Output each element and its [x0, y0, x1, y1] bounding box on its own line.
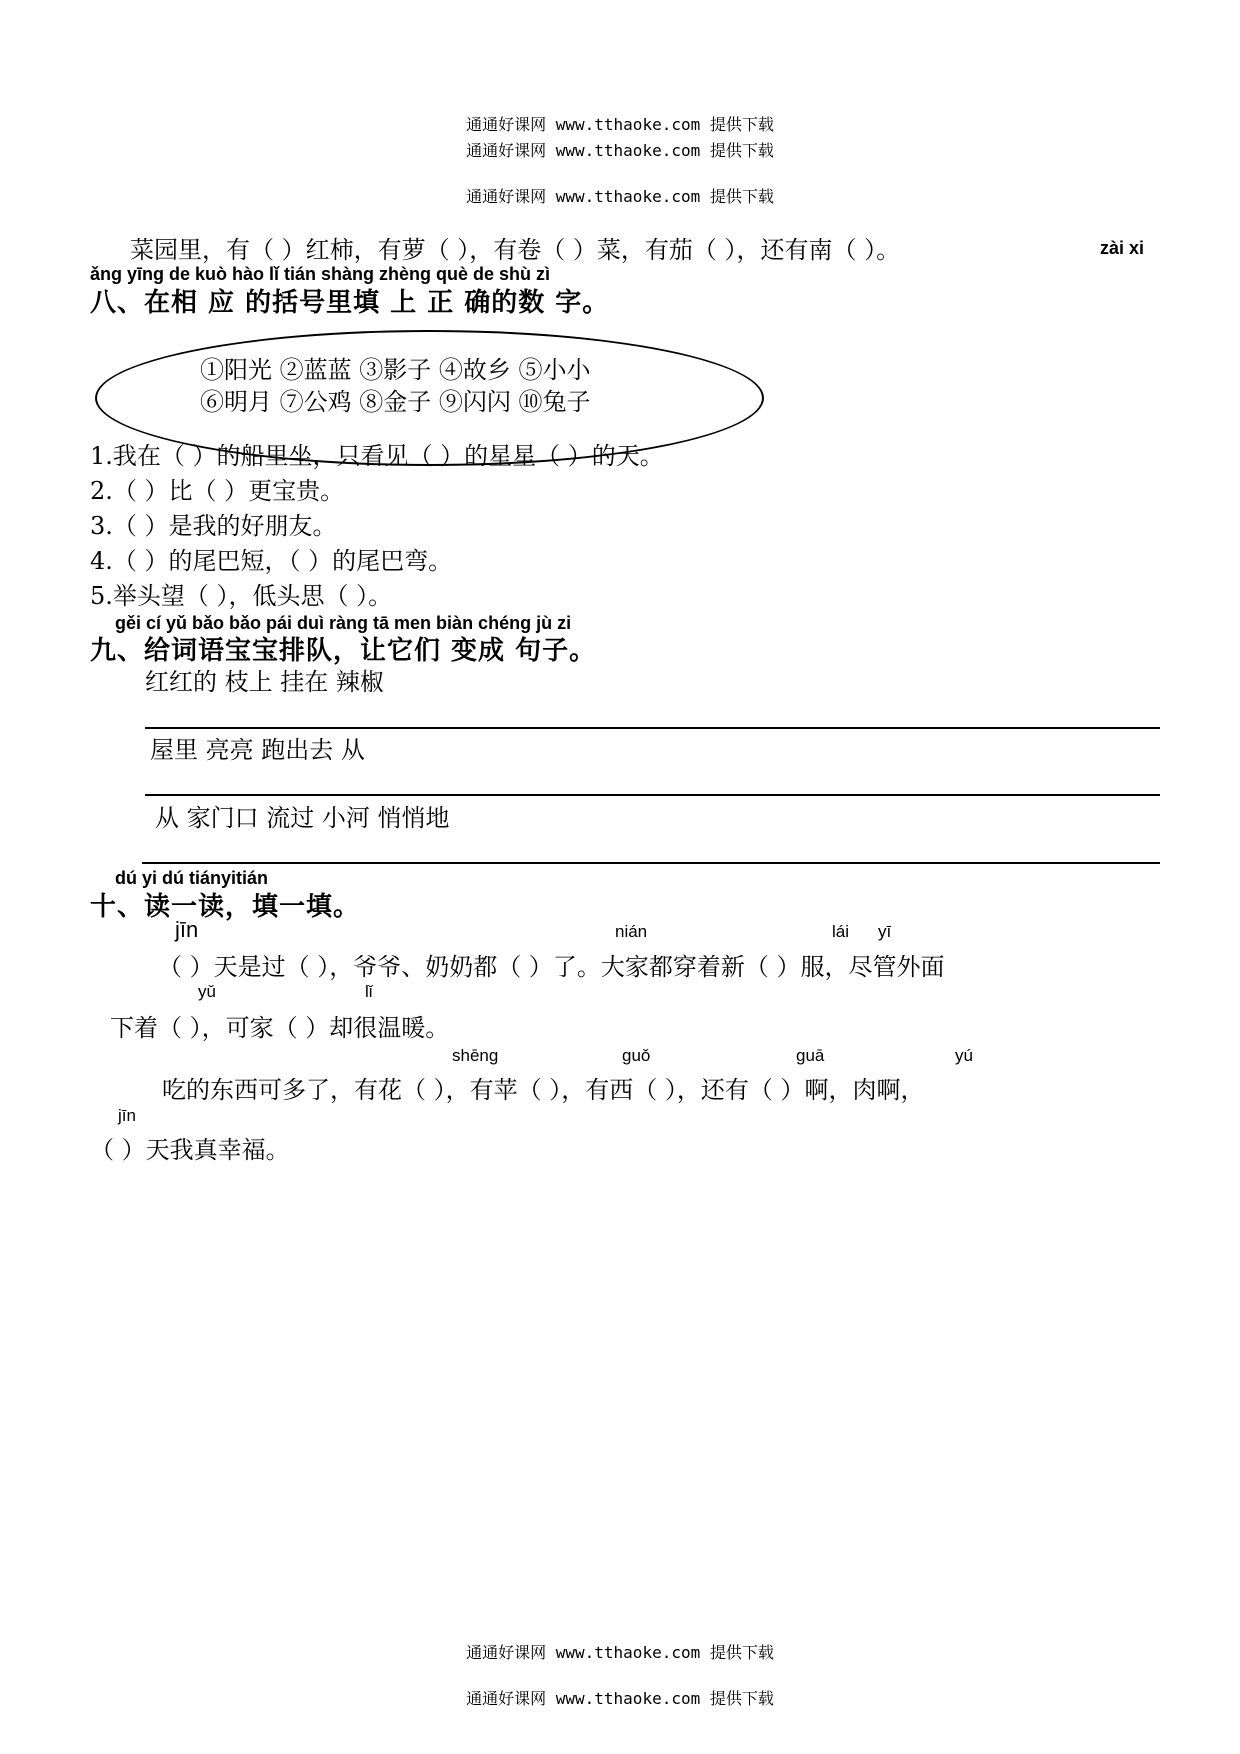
header-watermark-1: 通通好课网 www.tthaoke.com 提供下载	[466, 115, 774, 134]
carryover-sentence: 菜园里，有（ ）红柿，有萝（ ），有卷（ ）菜，有茄（ ），还有南（ ）。	[130, 236, 901, 264]
carryover-pinyin: zài xi	[1100, 238, 1145, 258]
word-group-3: 从 家门口 流过 小河 悄悄地	[155, 804, 450, 832]
paragraph2-line2: （ ）天我真幸福。	[90, 1136, 290, 1164]
paragraph1-line2: 下着（ ），可家（ ）却很温暖。	[110, 1014, 450, 1042]
pinyin-nian: nián	[615, 922, 648, 941]
footer-watermark-1: 通通好课网 www.tthaoke.com 提供下载	[466, 1643, 774, 1662]
section8-pinyin: ǎng yīng de kuò hào lǐ tián shàng zhèng què de shù zì	[90, 264, 551, 284]
header-watermark-3: 通通好课网 www.tthaoke.com 提供下载	[466, 187, 774, 206]
word-group-2: 屋里 亮亮 跑出去 从	[150, 736, 365, 764]
pinyin-sheng: shēng	[452, 1046, 499, 1065]
paragraph1-line1: （ ）天是过（ ），爷爷、奶奶都（ ）了。大家都穿着新（ ）服，尽管外面	[158, 953, 945, 981]
pinyin-gua: guā	[796, 1046, 825, 1065]
question-2: 2.（ ）比（ ）更宝贵。	[90, 477, 345, 505]
section10-pinyin: dú yi dú tiányitián	[115, 868, 269, 888]
question-3: 3.（ ）是我的好朋友。	[90, 512, 337, 540]
pinyin-jin: jīn	[175, 917, 199, 942]
options-row-2: ⑥明月 ⑦公鸡 ⑧金子 ⑨闪闪 ⑩兔子	[200, 388, 591, 416]
pinyin-li: lǐ	[365, 982, 373, 1001]
pinyin-jin-2: jīn	[118, 1106, 136, 1125]
answer-line-1[interactable]	[145, 727, 1160, 729]
pinyin-yi: yī	[878, 922, 892, 941]
section9-pinyin: gěi cí yǔ bǎo bǎo pái duì ràng tā men biàn chéng jù zi	[115, 613, 572, 633]
footer-watermark-2: 通通好课网 www.tthaoke.com 提供下载	[466, 1689, 774, 1708]
pinyin-guo: guǒ	[622, 1046, 651, 1065]
pinyin-yu-2: yú	[955, 1046, 973, 1065]
header-watermark-2: 通通好课网 www.tthaoke.com 提供下载	[466, 141, 774, 160]
answer-line-3[interactable]	[142, 862, 1160, 864]
section10-title: 十、读一读，填一填。	[90, 892, 361, 922]
question-5: 5.举头望（ ），低头思（ ）。	[90, 582, 393, 610]
question-4: 4.（ ）的尾巴短，（ ）的尾巴弯。	[90, 547, 453, 575]
paragraph2-line1: 吃的东西可多了，有花（ ），有苹（ ），有西（ ），还有（ ）啊，肉啊，	[162, 1076, 925, 1104]
section9-title: 九、给词语宝宝排队，让它们 变成 句子。	[90, 636, 597, 666]
options-row-1: ①阳光 ②蓝蓝 ③影子 ④故乡 ⑤小小	[200, 356, 591, 384]
pinyin-yu: yǔ	[198, 982, 216, 1001]
word-group-1: 红红的 枝上 挂在 辣椒	[145, 668, 384, 696]
question-1: 1.我在（ ）的船里坐，只看见（ ）的星星（ ）的天。	[90, 442, 664, 470]
section8-title: 八、在相 应 的括号里填 上 正 确的数 字。	[90, 288, 610, 318]
pinyin-lai: lái	[832, 922, 850, 941]
answer-line-2[interactable]	[145, 794, 1160, 796]
